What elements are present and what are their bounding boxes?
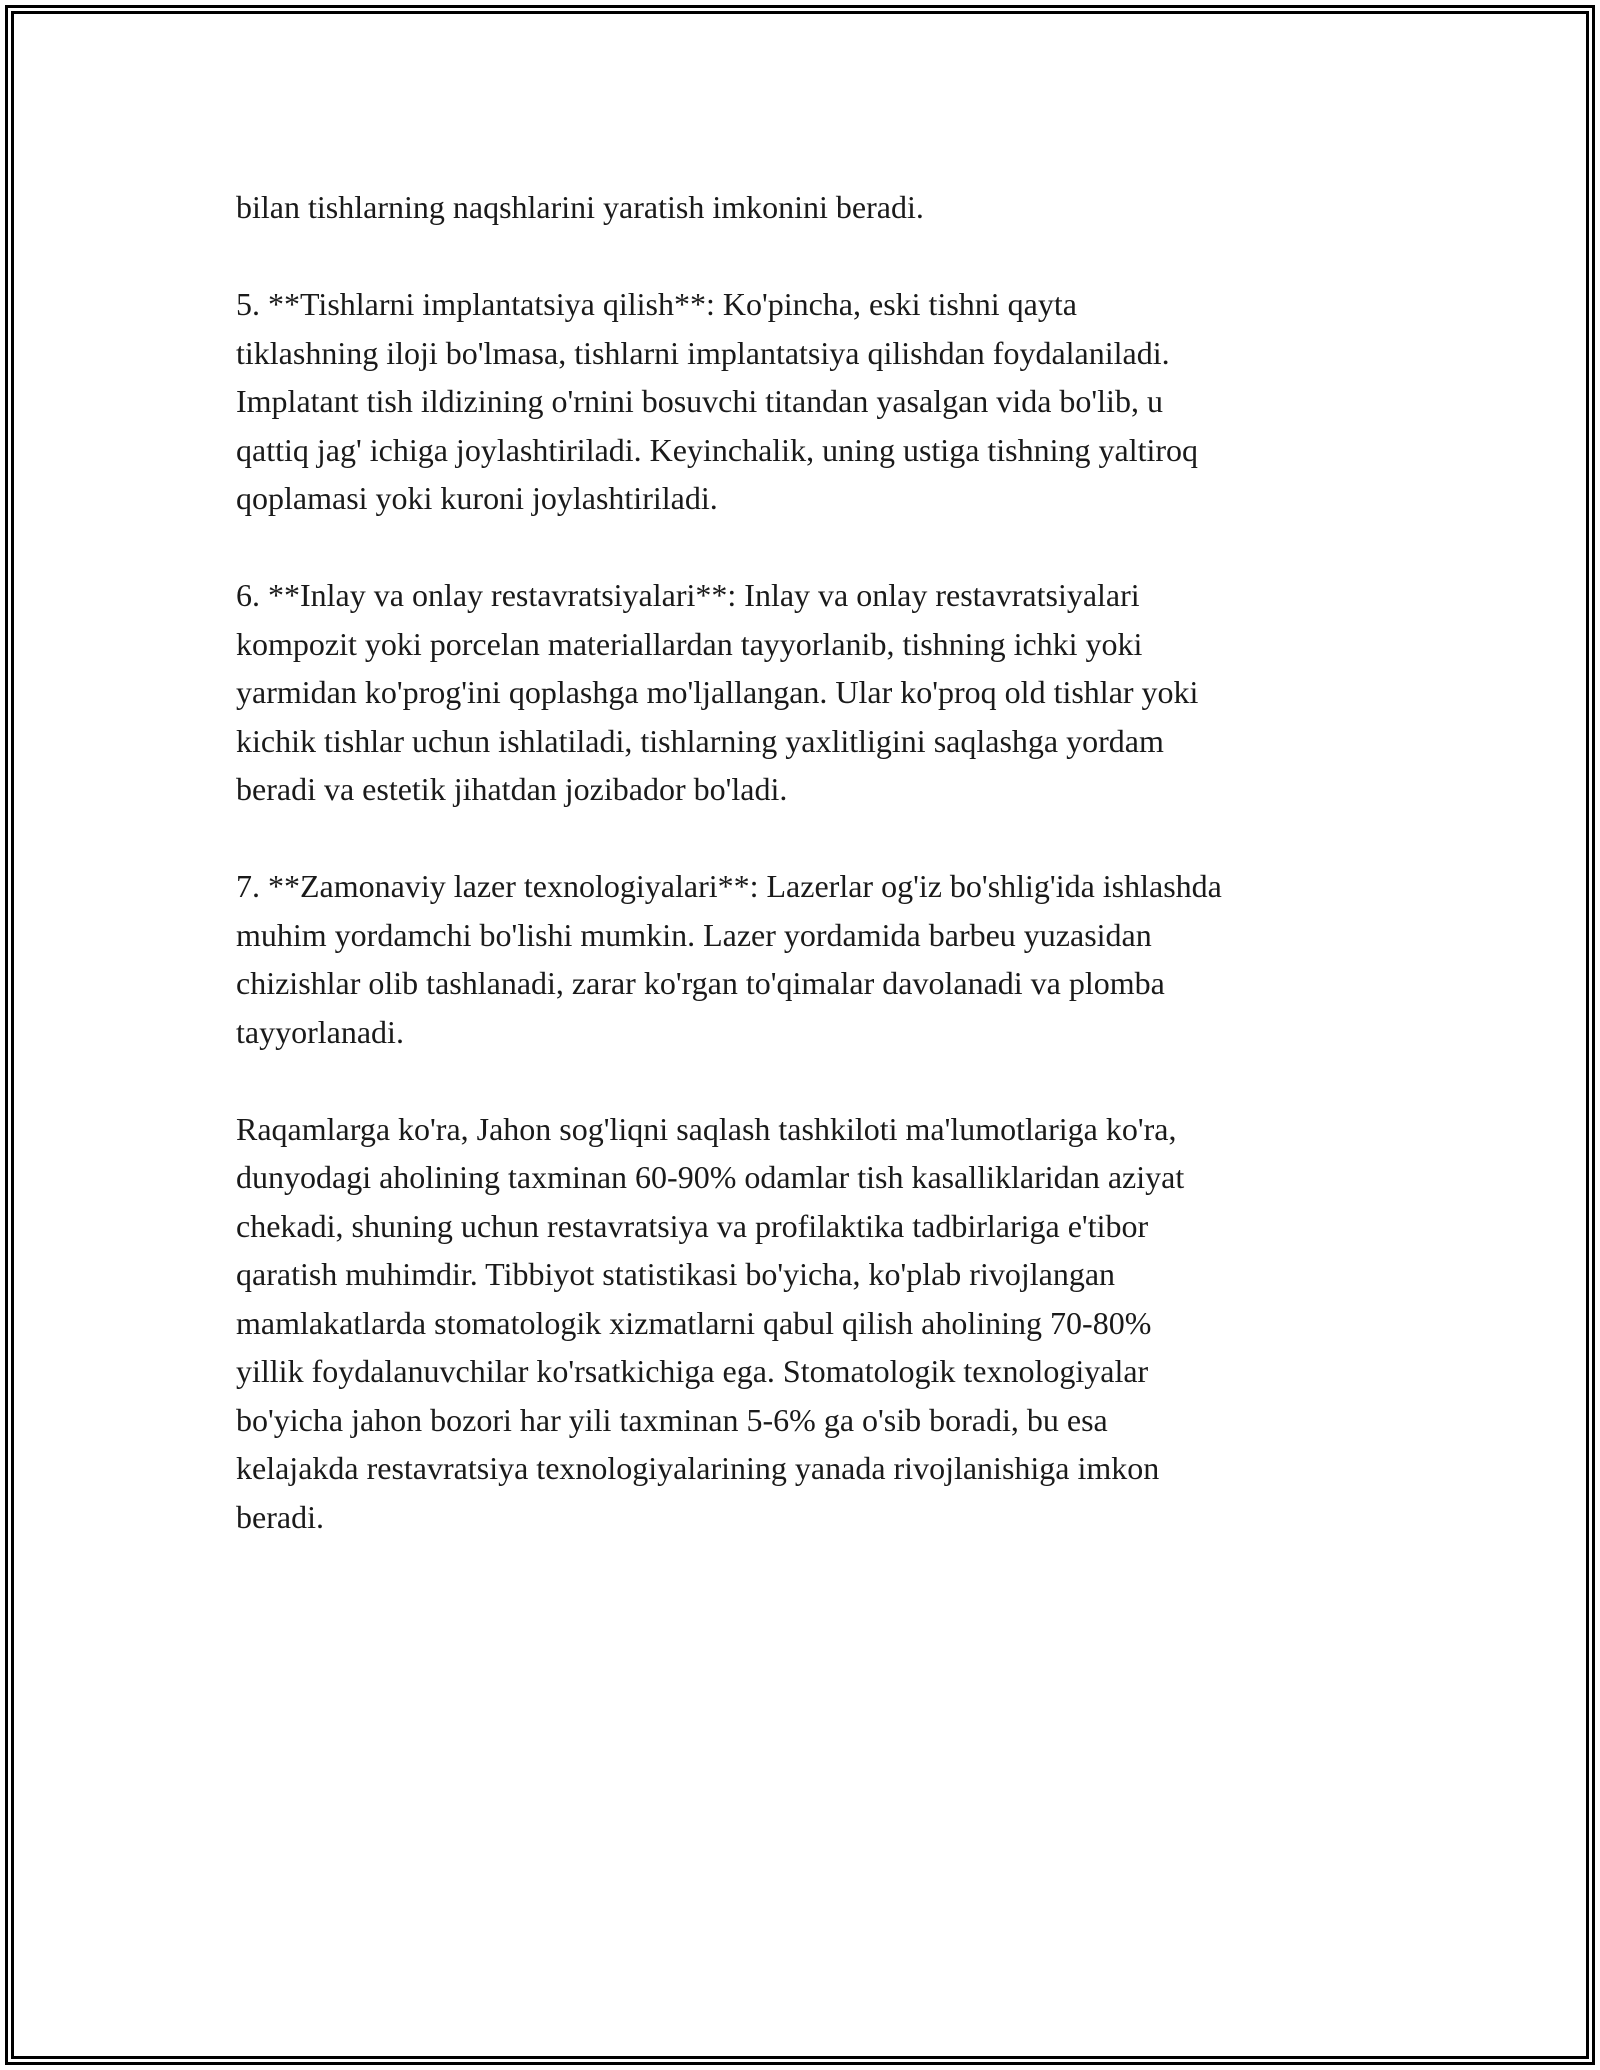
paragraph (236, 183, 1386, 232)
paragraph (236, 280, 1386, 523)
paragraph (236, 571, 1386, 814)
text-line: qaratish muhimdir. Tibbiyot statistikasi bo'yicha, ko'plab rivojlangan (236, 1256, 1116, 1292)
text-line: qattiq jag' ichiga joylashtiriladi. Keyinchalik, uning ustiga tishning yaltiroq (236, 431, 1199, 468)
text-line: kichik tishlar uchun ishlatiladi, tishlarning yaxlitligini saqlashga yordam (236, 722, 1164, 759)
text-line: bo'yicha jahon bozori har yili taxminan 5-6% ga o'sib boradi, bu esa (236, 1401, 1108, 1438)
text-line: Raqamlarga ko'ra, Jahon sog'liqni saqlash tashkiloti ma'lumotlariga ko'ra, (236, 1110, 1177, 1147)
text-line: chekadi, shuning uchun restavratsiya va profilaktika tadbirlariga e'tibor (236, 1207, 1149, 1244)
paragraph-spacer (236, 232, 1386, 281)
text-line: qoplamasi yoki kuroni joylashtiriladi. (236, 480, 718, 516)
text-line: 6. **Inlay va onlay restavratsiyalari**: Inlay va onlay restavratsiyalari (236, 577, 1140, 613)
text-line: beradi. (236, 1498, 324, 1535)
text-line: dunyodagi aholining taxminan 60-90% odamlar tish kasalliklaridan aziyat (236, 1159, 1185, 1195)
text-line: 5. **Tishlarni implantatsiya qilish**: Ko'pincha, eski tishni qayta (236, 286, 1077, 322)
text-line: bilan tishlarning naqshlarini yaratish imkonini beradi. (236, 189, 924, 225)
text-line: tayyorlanadi. (236, 1013, 404, 1050)
text-line: yillik foydalanuvchilar ko'rsatkichiga ega. Stomatologik texnologiyalar (236, 1353, 1149, 1389)
text-line: 7. **Zamonaviy lazer texnologiyalari**: Lazerlar og'iz bo'shlig'ida ishlashda (236, 868, 1222, 904)
paragraph-spacer (236, 1056, 1386, 1105)
text-line: beradi va estetik jihatdan jozibador bo'ladi. (236, 771, 788, 807)
text-line: mamlakatlarda stomatologik xizmatlarni qabul qilish aholining 70-80% (236, 1304, 1152, 1341)
paragraph (236, 862, 1386, 1056)
text-line: tiklashning iloji bo'lmasa, tishlarni implantatsiya qilishdan foydalaniladi. (236, 334, 1170, 371)
paragraph-spacer (236, 523, 1386, 572)
text-line: Implatant tish ildizining o'rnini bosuvchi titandan yasalgan vida bo'lib, u (236, 383, 1163, 419)
document-body (236, 183, 1386, 1541)
text-line: muhim yordamchi bo'lishi mumkin. Lazer yordamida barbeu yuzasidan (236, 916, 1152, 953)
text-line: kelajakda restavratsiya texnologiyalarining yanada rivojlanishiga imkon (236, 1450, 1160, 1486)
text-line: kompozit yoki porcelan materiallardan tayyorlanib, tishning ichki yoki (236, 625, 1143, 662)
paragraph-spacer (236, 814, 1386, 863)
text-line: yarmidan ko'prog'ini qoplashga mo'ljallangan. Ular ko'proq old tishlar yoki (236, 674, 1199, 710)
text-line: chizishlar olib tashlanadi, zarar ko'rgan to'qimalar davolanadi va plomba (236, 965, 1165, 1001)
paragraph (236, 1105, 1386, 1542)
